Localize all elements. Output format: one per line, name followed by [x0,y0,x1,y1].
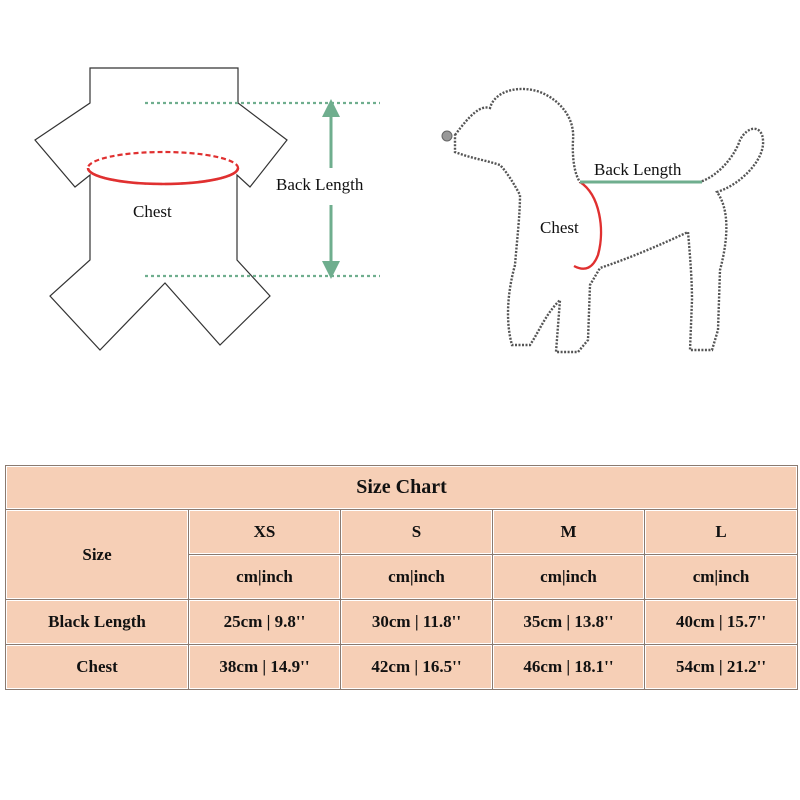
size-header-row [6,510,798,555]
value-back-length-m: 35cm | 13.8'' [493,600,645,645]
unit-s: cm|inch [341,555,493,600]
size-l-header: L [645,510,798,555]
row-label-back-length: Black Length [6,600,189,645]
size-chart-title: Size Chart [6,466,798,510]
value-back-length-s: 30cm | 11.8'' [341,600,493,645]
value-chest-xs: 38cm | 14.9'' [189,645,341,690]
dog-outline [455,89,763,352]
value-chest-s: 42cm | 16.5'' [341,645,493,690]
unit-m: cm|inch [493,555,645,600]
table-row [6,645,798,690]
dog-chest-label: Chest [540,218,579,237]
size-m-header: M [493,510,645,555]
value-back-length-l: 40cm | 15.7'' [645,600,798,645]
value-chest-l: 54cm | 21.2'' [645,645,798,690]
dog-illustration [442,89,763,352]
value-back-length-xs: 25cm | 9.8'' [189,600,341,645]
table-row [6,600,798,645]
dog-back-length-label: Back Length [594,160,682,179]
size-chart-table [5,465,798,690]
row-label-chest: Chest [6,645,189,690]
size-s-header: S [341,510,493,555]
garment-chest-label: Chest [133,202,172,221]
unit-l: cm|inch [645,555,798,600]
garment-back-length-label: Back Length [276,175,364,194]
garment-illustration [35,68,380,350]
size-chart-title-row [6,466,798,510]
unit-xs: cm|inch [189,555,341,600]
dog-nose [442,131,452,141]
size-header-label: Size [6,510,189,600]
value-chest-m: 46cm | 18.1'' [493,645,645,690]
size-xs-header: XS [189,510,341,555]
